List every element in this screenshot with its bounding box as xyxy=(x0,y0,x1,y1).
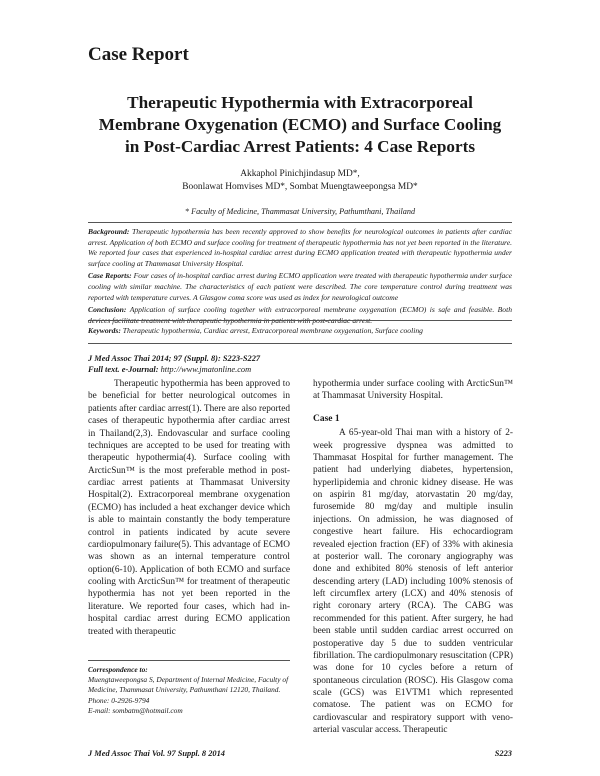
article-title xyxy=(60,92,540,158)
title-line: Membrane Oxygenation (ECMO) and Surface Cooling xyxy=(98,115,502,134)
body-column-right xyxy=(313,378,513,737)
fulltext-link[interactable]: http://www.jmatonline.com xyxy=(158,365,252,374)
keywords xyxy=(88,326,512,335)
fulltext-label: Full text. e-Journal: xyxy=(88,365,159,374)
body-column-left xyxy=(88,378,290,638)
title-line: in Post-Cardiac Arrest Patients: 4 Case Reports xyxy=(124,137,476,156)
abstract-case-reports xyxy=(88,271,512,303)
correspondence-rule xyxy=(88,660,290,661)
conclusion-label: Conclusion: xyxy=(88,304,127,314)
intro-paragraph-continued: hypothermia under surface cooling with ArcticSun™ at Thammasat University Hospital. xyxy=(313,379,513,402)
correspondence-address: Muengtaweepongsa S, Department of Internal Medicine, Faculty of Medicine, Thammasat University, Pathumthani 12120, Thailand. xyxy=(88,675,289,695)
background-text: Therapeutic hypothermia has been recently approved to show benefits for neurological outcomes in patients after cardiac arrest. Application of both ECMO and surface cooling for treatment of therapeutic hypothermia has not yet been reported in the literature. We reported four cases that experienced in-hospital cardiac arrest during ECMO application treated with therapeutic hypothermia under surface cooling at Thammasat University Hospital. xyxy=(88,227,512,269)
abstract-conclusion xyxy=(88,305,512,326)
conclusion-text: Application of surface cooling together with extracorporeal membrane oxygenation (ECMO) is safe and feasible. Both devices facilitate treatment with therapeutic hypothermia in patients with post-cardiac arrest. xyxy=(88,304,512,325)
abstract-background xyxy=(88,227,512,270)
keywords-bottom-rule xyxy=(88,343,512,344)
abstract-top-rule xyxy=(88,222,512,223)
case1-paragraph: A 65-year-old Thai man with a history of 2-week progressive dyspnea was admitted to Thammasat Hospital for further management. The patient had underlying diabetes, hypertension, hyperlipidemia and chronic kidney disease. He was on aspirin 81 mg/day, atorvastatin 20 mg/day, furosemide 80 mg/day and multiple insulin injections. On admission, he was diagnosed of congestive heart failure. His echocardiogram revealed ejection fraction (EF) of 33% with akinesia at posterior wall. The coronary angiography was done and exhibited 80% stenosis of left anterior descending artery (LAD) including 100% stenosis of left circumflex artery (LCX) and 40% stenosis of right coronary artery (RCA). The CABG was recommended for this patient. After surgery, he had been stable until sudden cardiac arrest occurred on postoperative day 5 due to sudden ventricular fibrillation. The cardiopulmonary resuscitation (CPR) was done for 10 cycles before a return of spontaneous circulation (ROSC). His Glasgow coma scale (GCS) was E1VTM1 which represented comatose. The patient was on ECMO for cardiovascular and respiratory support with veno-arterial vascular access. Therapeutic xyxy=(313,428,513,736)
background-label: Background: xyxy=(88,227,130,236)
fulltext-line xyxy=(88,364,260,375)
footer-page-number: S223 xyxy=(494,749,512,758)
title-line: Therapeutic Hypothermia with Extracorporeal xyxy=(127,93,473,112)
correspondence-email[interactable]: E-mail: sombatm@hotmail.com xyxy=(88,705,183,715)
case1-heading: Case 1 xyxy=(313,413,340,424)
author-list xyxy=(60,168,540,193)
affiliation: * Faculty of Medicine, Thammasat University, Pathumthani, Thailand xyxy=(184,207,416,216)
correspondence-phone: Phone: 0-2926-9794 xyxy=(88,695,150,705)
journal-info xyxy=(88,353,260,375)
footer-journal: J Med Assoc Thai Vol. 97 Suppl. 8 2014 xyxy=(88,749,225,758)
citation: J Med Assoc Thai 2014; 97 (Suppl. 8): S223-S227 xyxy=(88,354,261,363)
intro-paragraph: Therapeutic hypothermia has been approved to be beneficial for better neurological outcomes in patients after cardiac arrest(1). There are also reported cases of therapeutic hypothermia after cardiac arrest in Thailand(2,3). Endovascular and surface cooling techniques are accepted to be used for treating with therapeutic hypothermia(4). Surface cooling with ArcticSun™ is the most preferable method in post-cardiac arrest patients at Thammasat University Hospital(2). Extracorporeal membrane oxygenation (ECMO) has included a heat exchanger device which is able to maintain constantly the body temperature control in patients indicated by acute severe cardiopulmonary failure(5). This advantage of ECMO was shown as an internal temperature control option(6-10). Application of both ECMO and surface cooling with ArcticSun™ for treatment of therapeutic hypothermia has not yet been reported in the literature. We reported four cases, which had in-hospital cardiac arrest during ECMO application treated with therapeutic xyxy=(88,379,290,637)
abstract xyxy=(88,227,512,328)
case-reports-text: Four cases of in-hospital cardiac arrest during ECMO application were treated with therapeutic hypothermia under surface cooling with similar machine. The characteristics of each patient were described. The core temperature control during treatment was reported with temperature curves. A Glasgow coma score was used as index for neurological outcome xyxy=(88,271,512,302)
keywords-text: Therapeutic hypothermia, Cardiac arrest, Extracorporeal membrane oxygenation, Surface cooling xyxy=(120,326,423,335)
authors-line: Akkaphol Pinichjindasup MD*, xyxy=(240,169,360,179)
case-reports-label: Case Reports: xyxy=(88,271,132,281)
section-label: Case Report xyxy=(88,44,189,65)
keywords-label: Keywords: xyxy=(88,326,121,335)
correspondence-title: Correspondence to: xyxy=(88,665,148,674)
correspondence xyxy=(88,665,290,716)
authors-line: Boonlawat Homvises MD*, Sombat Muengtaweepongsa MD* xyxy=(182,181,418,192)
abstract-bottom-rule xyxy=(88,320,512,321)
